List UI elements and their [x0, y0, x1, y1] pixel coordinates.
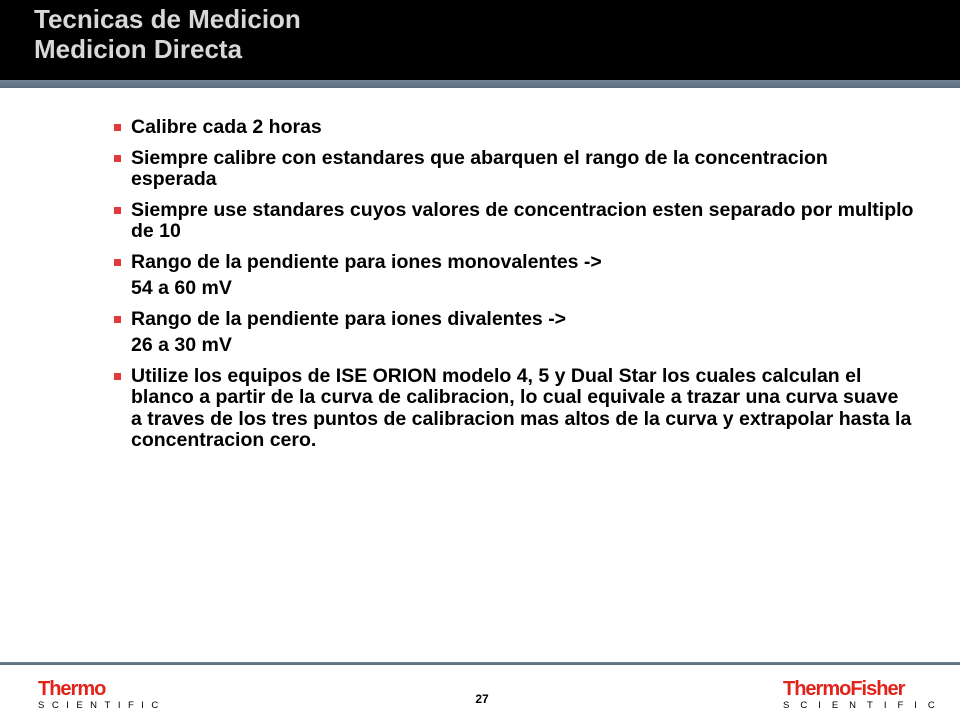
bullet-text: 54 a 60 mV [131, 277, 232, 299]
bullet-square-icon [114, 373, 121, 380]
bullet-continuation [114, 278, 914, 300]
logo-subtitle: SCIENTIFIC [783, 700, 946, 711]
bullet-text: 26 a 30 mV [131, 334, 232, 356]
slide-content [114, 117, 914, 461]
bullet-text: Siempre use standares cuyos valores de concentracion esten separado por multiplo de 10 [131, 198, 914, 242]
bullet-item [114, 200, 914, 243]
bullet-square-icon [114, 259, 121, 266]
bullet-text: Rango de la pendiente para iones divalentes -> [131, 307, 567, 330]
bullet-item [114, 309, 914, 331]
bullet-square-icon [114, 316, 121, 323]
thermo-scientific-logo [38, 678, 166, 712]
slide-header [0, 0, 960, 80]
thermofisher-scientific-logo [783, 678, 946, 712]
footer-divider [0, 662, 960, 665]
bullet-item [114, 148, 914, 191]
bullet-square-icon [114, 124, 121, 131]
bullet-item [114, 252, 914, 274]
bullet-text: Utilize los equipos de ISE ORION modelo 4, 5 y Dual Star los cuales calculan el blanco a partir de la curva de calibracion, lo cual equivale a trazar una curva suave a traves de los tres puntos de calibracion mas altos de la curva y extrapolar hasta la concentracion cero. [131, 364, 912, 451]
slide-title [34, 4, 301, 64]
header-divider [0, 80, 960, 88]
title-line-2: Medicion Directa [34, 34, 243, 64]
logo-subtitle: SCIENTIFIC [38, 700, 166, 711]
logo-wordmark: Thermo [38, 678, 106, 700]
bullet-square-icon [114, 207, 121, 214]
page-number: 27 [475, 692, 489, 706]
bullet-item [114, 366, 914, 452]
bullet-item [114, 117, 914, 139]
title-line-1: Tecnicas de Medicion [34, 4, 301, 34]
bullet-continuation [114, 335, 914, 357]
logo-wordmark: ThermoFisher [783, 678, 905, 700]
bullet-text: Rango de la pendiente para iones monovalentes -> [131, 250, 602, 273]
bullet-text: Siempre calibre con estandares que abarquen el rango de la concentracion esperada [131, 146, 828, 190]
bullet-square-icon [114, 155, 121, 162]
bullet-list [114, 117, 914, 452]
bullet-text: Calibre cada 2 horas [131, 116, 322, 138]
